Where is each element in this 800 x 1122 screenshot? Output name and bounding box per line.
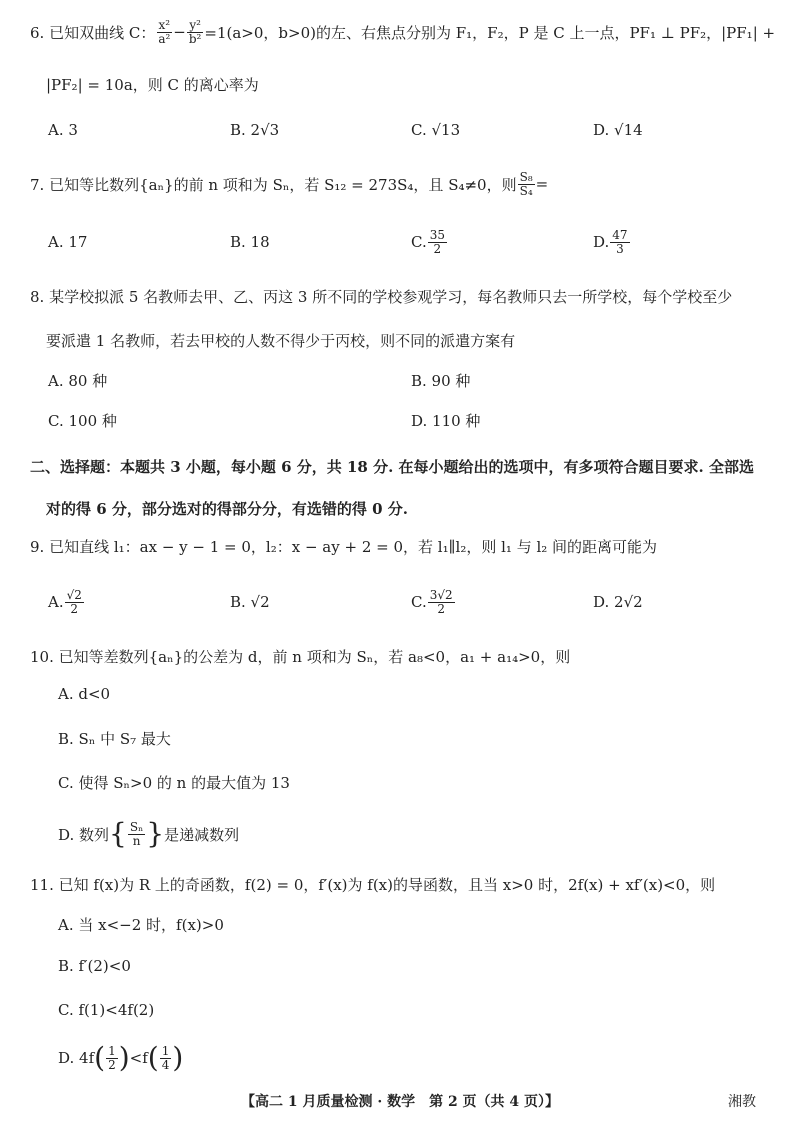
- q10-option-d-frac: [128, 821, 145, 848]
- q10-option-b: B. Sₙ 中 S₇ 最大: [58, 729, 171, 748]
- q10-stem: 10. 已知等差数列{aₙ}的公差为 d，前 n 项和为 Sₙ，若 a₈<0，a₁ + a₁₄>0，则: [30, 647, 571, 666]
- q6-option-b: B. 2√3: [230, 121, 280, 139]
- q7-option-b: B. 18: [230, 233, 270, 251]
- q7-option-c-d: 2: [433, 241, 442, 256]
- q9-option-c-frac: [428, 589, 455, 616]
- q9-option-c-d: 2: [437, 601, 445, 616]
- q8-option-c: C. 100 种: [48, 411, 117, 430]
- q11-option-c: C. f(1)<4f(2): [58, 1001, 155, 1019]
- q6-option-c: C. √13: [411, 121, 461, 139]
- q11-option-b: B. f′(2)<0: [58, 957, 131, 975]
- q7-stem-text: 7. 已知等比数列{aₙ}的前 n 项和为 Sₙ，若 S₁₂ = 273S₄，且 S₄≠0，则: [30, 175, 517, 194]
- q6-eq-b: a²: [158, 31, 171, 46]
- q9-option-a-d: 2: [70, 601, 79, 616]
- q9-option-b: B. √2: [230, 593, 270, 611]
- q7-option-d-n: 47: [612, 227, 628, 242]
- q7-option-c-frac: [428, 229, 447, 256]
- q11-option-d-label: D. 4f: [58, 1049, 95, 1067]
- q7-option-c-n: 35: [429, 227, 445, 242]
- q9-option-a-n: √2: [66, 587, 82, 602]
- q8-option-b: B. 90 种: [411, 371, 471, 390]
- q10-option-d-label: D. 数列: [58, 825, 110, 844]
- q7-option-c: [411, 224, 448, 260]
- q9-option-d: D. 2√2: [593, 593, 643, 611]
- q9-option-a: [48, 584, 85, 620]
- q11-option-d-d1: 2: [108, 1057, 116, 1072]
- q11-option-d-mid: <f: [129, 1049, 148, 1067]
- q10-option-d: D. 数列 { $\frac{\text{Sₙ}}{n}$ } 是递减数列: [58, 817, 240, 850]
- q7-tail: =: [535, 175, 549, 193]
- q8-option-a: A. 80 种: [48, 371, 108, 390]
- q10-option-d-n: Sₙ: [129, 819, 144, 834]
- q7-option-d-frac: [610, 229, 629, 256]
- q11-stem: 11. 已知 f(x)为 R 上的奇函数，f(2) = 0，f′(x)为 f(x)的导函数，且当 x>0 时，2f(x) + xf′(x)<0，则: [30, 875, 716, 894]
- q11-option-d-n2: 1: [161, 1043, 170, 1058]
- section2-heading-line2: 对的得 6 分，部分选对的得部分分，有选错的得 0 分.: [46, 499, 408, 518]
- q7-option-d: [593, 224, 631, 260]
- q11-option-a: A. 当 x<−2 时，f(x)>0: [58, 915, 224, 934]
- q6-eq-c: y²: [189, 17, 201, 32]
- section2-heading-line1: 二、选择题：本题共 3 小题，每小题 6 分，共 18 分. 在每小题给出的选项中，有多项符合题目要求. 全部选: [30, 457, 754, 476]
- q8-stem-line1: 8. 某学校拟派 5 名教师去甲、乙、丙这 3 所不同的学校参观学习，每名教师只去一所学校，每个学校至少: [30, 287, 733, 306]
- q6-stem-b: 的左、右焦点分别为 F₁，F₂，P 是 C 上一点，PF₁ ⊥ PF₂，|PF₁| +: [315, 23, 776, 42]
- publisher-mark: 湘教: [728, 1094, 756, 1110]
- q7-frac-n: S₈: [519, 169, 533, 184]
- q7-option-d-label: D.: [593, 233, 610, 251]
- q6-eq-a: x²: [158, 17, 171, 32]
- q9-option-c-n: 3√2: [429, 587, 453, 602]
- page-footer: 【高二 1 月质量检测 · 数学 第 2 页（共 4 页）】: [240, 1094, 560, 1110]
- q9-option-a-frac: [65, 589, 84, 616]
- q6-stem-line1: 6. 已知双曲线 C： $\frac{\text{x²}}{\text{a²}}$ − $\frac{\text{y²}}{\text{b²}}$ =1(a>0，b>0) 的左、右焦点分别为 F₁，F₂，P 是 C 上一点，PF₁ ⊥ PF₂，|PF₁| +: [30, 17, 776, 46]
- q9-stem: 9. 已知直线 l₁：ax − y − 1 = 0，l₂：x − ay + 2 = 0，若 l₁∥l₂，则 l₁ 与 l₂ 间的距离可能为: [30, 537, 658, 556]
- q10-option-d-post: 是递减数列: [164, 825, 240, 844]
- q6-stem-a: 6. 已知双曲线 C：: [30, 23, 156, 42]
- q7-option-d-d: 3: [616, 241, 624, 256]
- q10-option-c: C. 使得 Sₙ>0 的 n 的最大值为 13: [58, 773, 290, 792]
- q11-option-d-d2: 4: [161, 1057, 170, 1072]
- q9-option-a-label: A.: [48, 593, 64, 611]
- q7-frac: [518, 171, 535, 198]
- q9-option-c-label: C.: [411, 593, 427, 611]
- q11-option-d-n1: 1: [108, 1043, 116, 1058]
- q6-frac-y: [187, 19, 204, 46]
- q6-frac-x: [156, 19, 172, 46]
- q7-stem: [30, 166, 548, 202]
- q10-option-d-d: n: [132, 833, 141, 848]
- q6-eq-tail: =1(a>0，b>0): [204, 23, 316, 42]
- q11-option-d: D. 4f ( $\frac{1}{2}$ ) <f ( $\frac{1}{4}$ ): [58, 1041, 184, 1074]
- q11-option-d-frac1: [106, 1045, 118, 1072]
- q8-option-d: D. 110 种: [411, 411, 481, 430]
- q11-option-d-frac2: [160, 1045, 172, 1072]
- q9-option-c: [411, 584, 456, 620]
- q6-stem-c: |PF₂| = 10a，则 C 的离心率为: [46, 75, 259, 94]
- q6-option-a: A. 3: [48, 121, 78, 139]
- q6-eq-d: b²: [188, 31, 202, 46]
- q7-frac-d: S₄: [519, 183, 533, 198]
- q7-option-a: A. 17: [48, 233, 88, 251]
- q6-option-d: D. √14: [593, 121, 643, 139]
- q10-option-a: A. d<0: [58, 685, 111, 703]
- q6-stem-line2: [46, 66, 259, 102]
- q8-stem-line2: 要派遣 1 名教师，若去甲校的人数不得少于丙校，则不同的派遣方案有: [46, 331, 516, 350]
- q7-option-c-label: C.: [411, 233, 427, 251]
